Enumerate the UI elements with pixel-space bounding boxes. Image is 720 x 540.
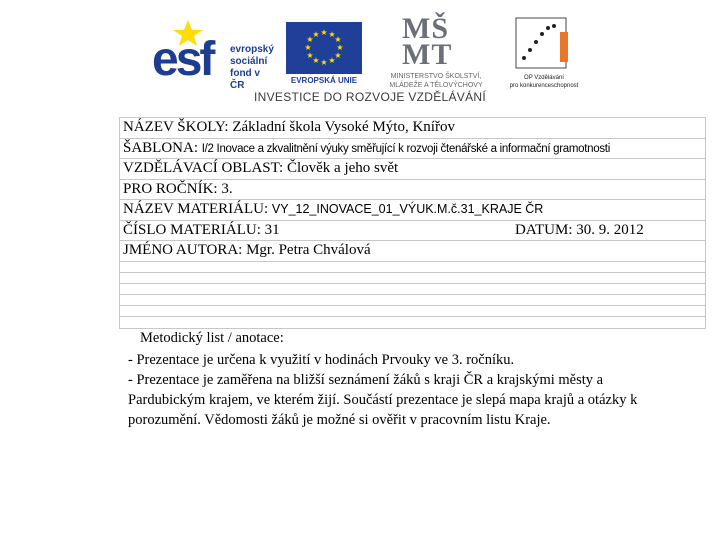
esf-logo <box>152 18 274 92</box>
grade-row: PRO ROČNÍK: 3. <box>119 179 706 200</box>
annotation-line: - Prezentace je určena k využití v hodinách Prvouky ve 3. ročníku. <box>128 352 515 368</box>
msmt-logo <box>372 12 492 94</box>
template-label: ŠABLONA: <box>123 139 202 156</box>
esf-word: esf <box>152 33 213 86</box>
eu-flag-icon <box>286 22 362 74</box>
svg-text:★: ★ <box>304 43 312 52</box>
op-caption: OP Vzdělávání pro konkurenceschopnost <box>509 75 579 89</box>
area-row: VZDĚLÁVACÍ OBLAST: Člověk a jeho svět <box>119 158 706 179</box>
svg-text:★: ★ <box>328 30 336 39</box>
material-row <box>119 199 706 220</box>
svg-text:★: ★ <box>312 56 320 65</box>
material-label: NÁZEV MATERIÁLU: <box>123 201 272 217</box>
op-logo <box>502 14 578 94</box>
msmt-letters: MŠ MT <box>402 12 453 71</box>
esf-subtitle: evropský sociální fond v ČR <box>230 44 274 91</box>
eu-caption: EVROPSKÁ UNIE <box>290 76 358 85</box>
school-row: NÁZEV ŠKOLY: Základní škola Vysoké Mýto, Knířov <box>119 117 706 138</box>
op-emblem-icon <box>502 14 578 72</box>
svg-text:★: ★ <box>320 58 328 67</box>
eu-stars-icon <box>286 22 362 74</box>
svg-text:★: ★ <box>312 30 320 39</box>
slogan: INVESTICE DO ROZVOJE VZDĚLÁVÁNÍ <box>254 90 487 104</box>
annotation-heading: Metodický list / anotace: <box>140 330 284 346</box>
material-value: VY_12_INOVACE_01_VÝUK.M.č.31_KRAJE ČR <box>271 202 544 216</box>
template-value: I/2 Inovace a zkvalitnění výuky směřující k rozvoji čtenářské a informační gramotnosti <box>201 142 610 155</box>
annotation <box>128 328 668 430</box>
svg-text:★: ★ <box>306 51 314 60</box>
material-number: ČÍSLO MATERIÁLU: 31 <box>123 221 280 238</box>
svg-text:★: ★ <box>334 51 342 60</box>
svg-text:★: ★ <box>336 43 344 52</box>
funding-banner <box>150 12 590 112</box>
empty-row <box>119 294 706 305</box>
annotation-line: - Prezentace je zaměřena na bližší seznámení žáků s kraji ČR a krajskými městy a Pardubickým krajem, ve kterém žijí. Součástí prezentace je slepá mapa krajů a otázky k porozumění. Vědomosti žáků je možné si ověřit v pracovním listu Kraje. <box>128 372 638 428</box>
empty-row <box>119 305 706 316</box>
empty-row <box>119 272 706 283</box>
svg-text:★: ★ <box>320 28 328 37</box>
date: DATUM: 30. 9. 2012 <box>515 221 644 238</box>
metadata-table <box>119 117 706 329</box>
svg-text:★: ★ <box>334 35 342 44</box>
author-row: JMÉNO AUTORA: Mgr. Petra Chválová <box>119 240 706 261</box>
empty-row <box>119 283 706 294</box>
empty-row <box>119 261 706 272</box>
svg-text:★: ★ <box>306 35 314 44</box>
msmt-caption: MINISTERSTVO ŠKOLSTVÍ, MLÁDEŽE A TĚLOVÝCHOVY <box>389 73 483 89</box>
number-row <box>119 220 706 241</box>
empty-row <box>119 316 706 328</box>
template-row <box>119 138 706 159</box>
svg-text:★: ★ <box>328 56 336 65</box>
